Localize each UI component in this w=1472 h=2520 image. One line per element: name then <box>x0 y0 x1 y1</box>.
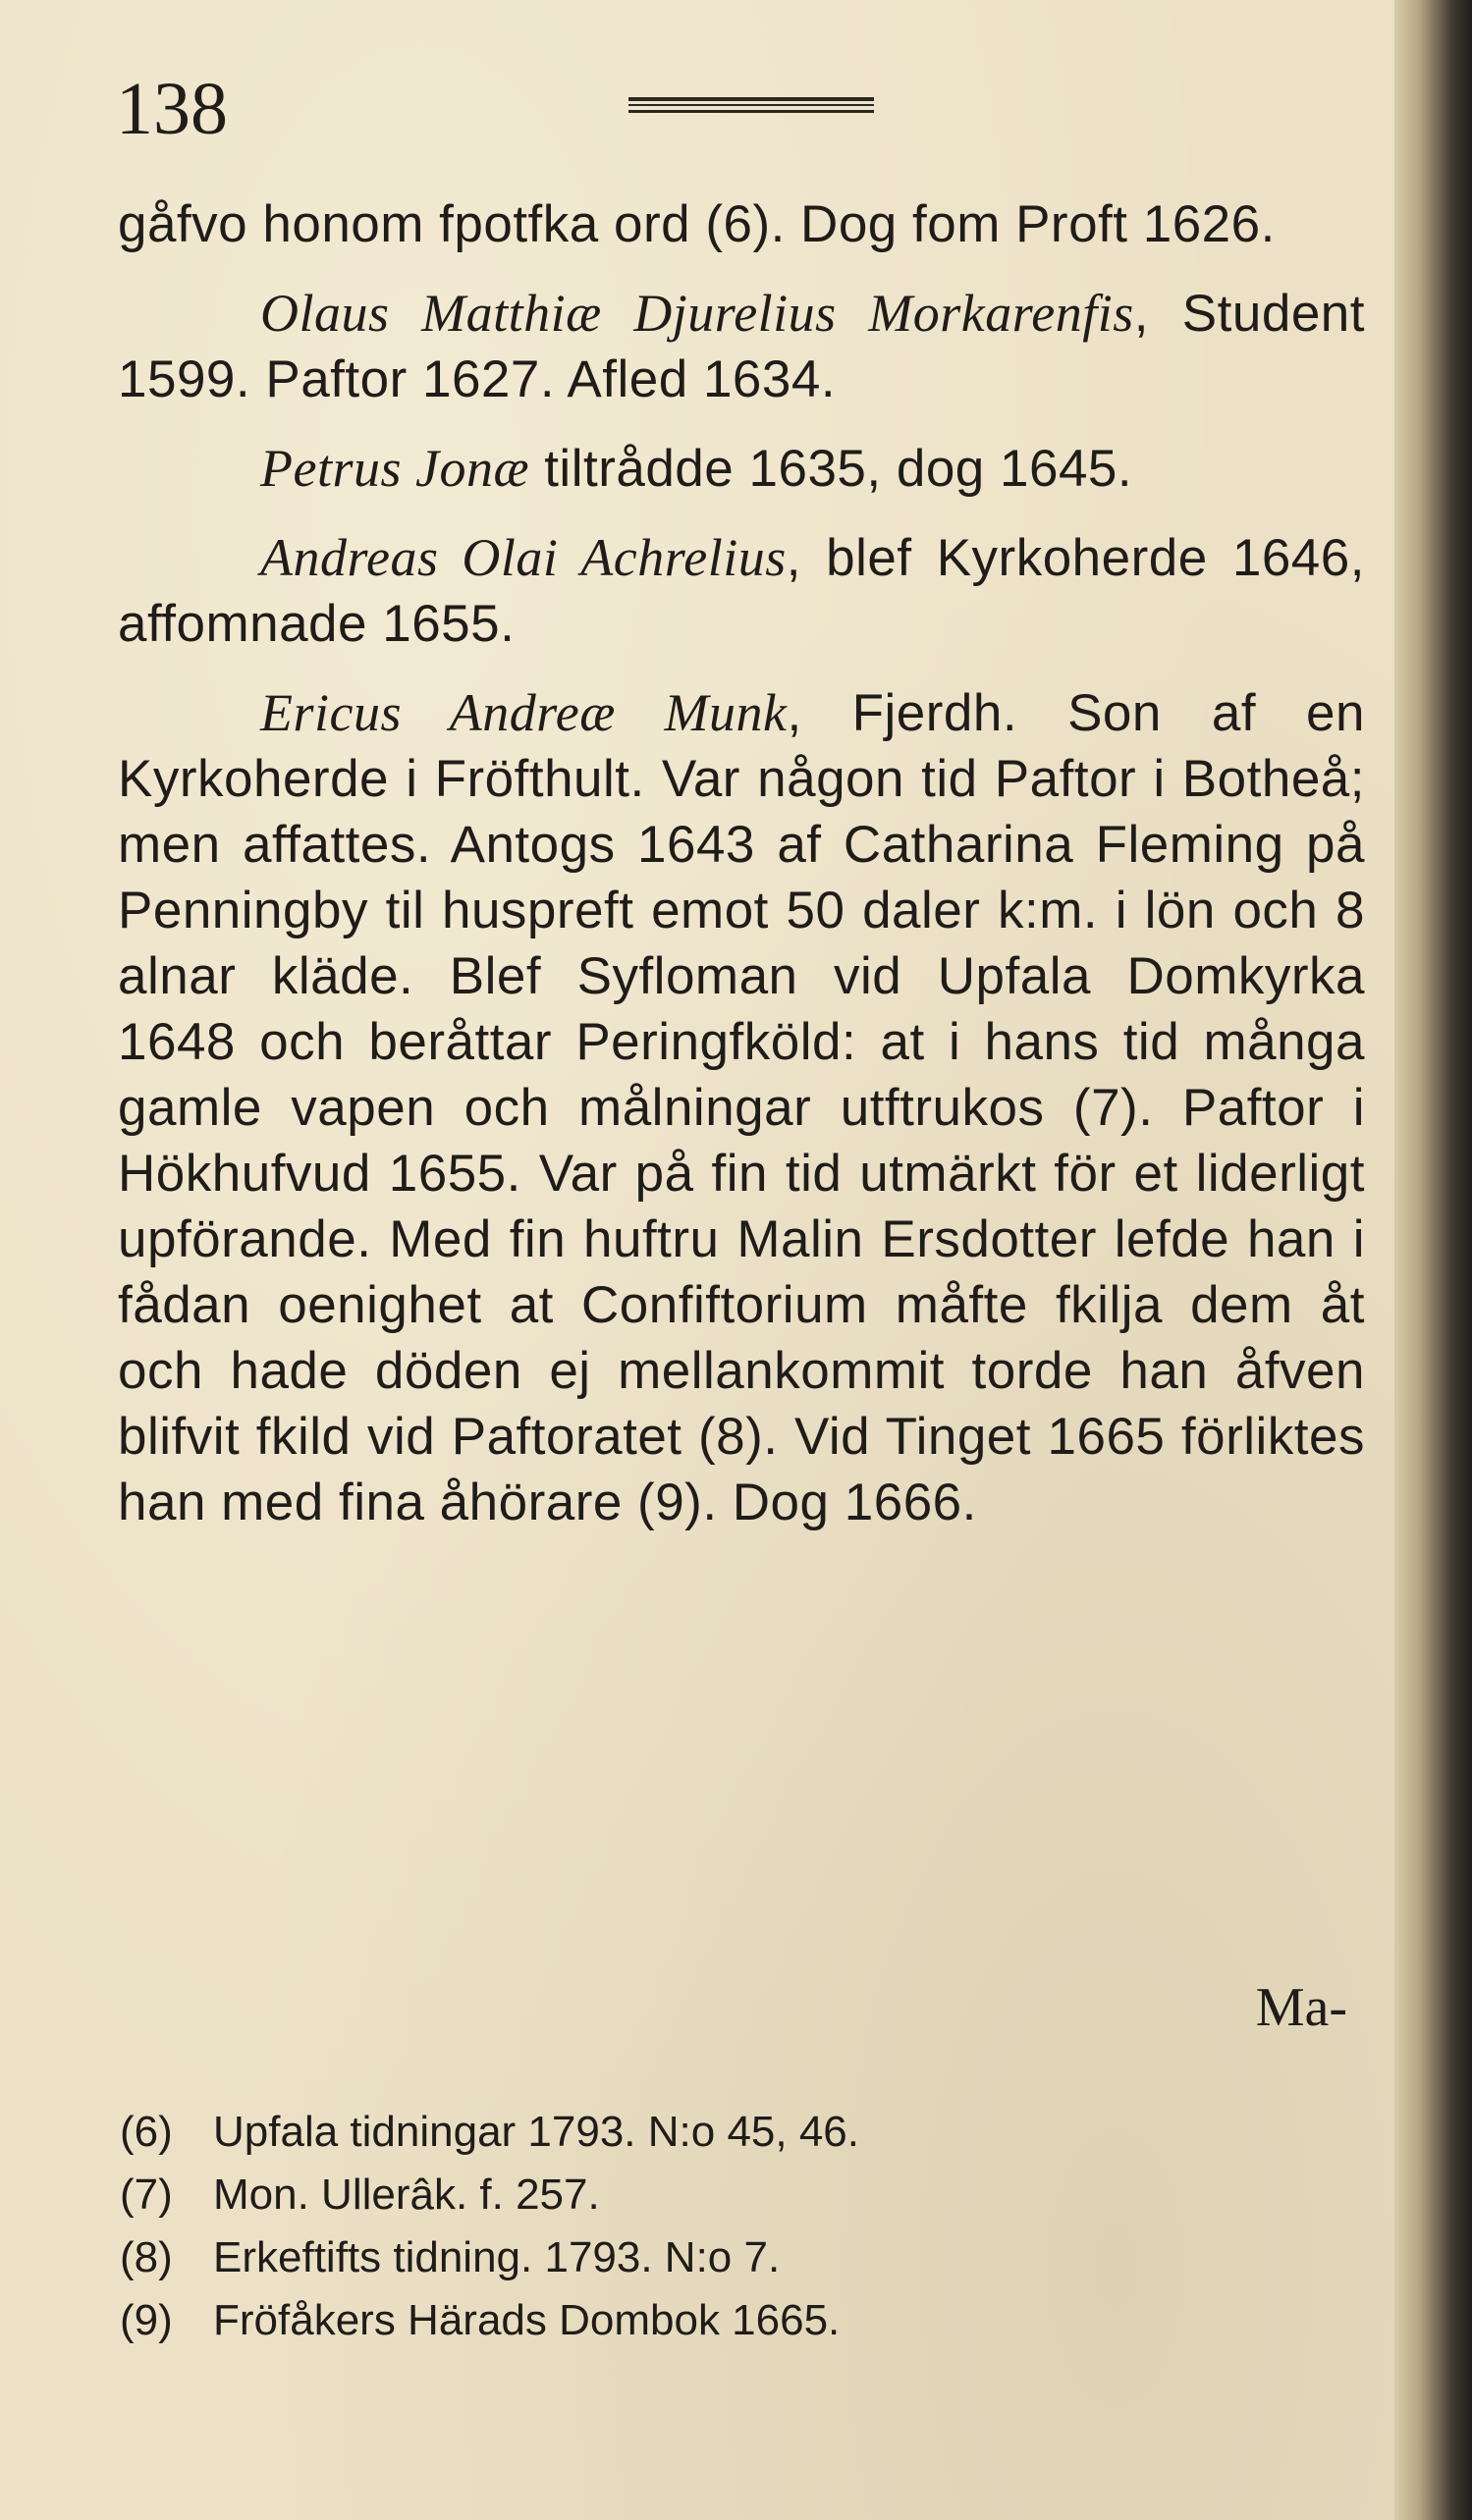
footnote-text: Mon. Ullerâk. f. 257. <box>213 2171 600 2219</box>
footnote-mark: (9) <box>120 2296 173 2344</box>
paragraph-andreas-text: , blef Kyrkoherde 1646, affomnade 1655. <box>118 529 1365 653</box>
footnote-mark: (6) <box>120 2108 173 2156</box>
person-name-andreas: Andreas Olai Achrelius <box>260 528 787 587</box>
paragraph-petrus-text: tiltrådde 1635, dog 1645. <box>528 440 1133 498</box>
person-name-petrus: Petrus Jonæ <box>260 439 529 498</box>
paragraph-olaus-text: , Student 1599. Paftor 1627. Afled 1634. <box>118 285 1365 408</box>
footnote-mark: (8) <box>120 2233 173 2281</box>
footnote-6 <box>120 2101 1298 2164</box>
footnote-9 <box>120 2289 1298 2352</box>
catchword: Ma- <box>1255 1977 1347 2038</box>
paragraph-olaus <box>118 281 1365 412</box>
footnotes <box>120 2101 1298 2352</box>
footnote-text: Upfala tidningar 1793. N:o 45, 46. <box>213 2108 860 2156</box>
paragraph-ericus-text: , Fjerdh. Son af en Kyrkoherde i Fröfthult. Var någon tid Paftor i Botheå; men affattes. Antogs 1643 af Catharina Fleming på Penningby til huspreft emot 50 daler k:m. i lön och 8 alnar kläde. Blef Syfloman vid Upfala Domkyrka 1648 och beråttar Peringfköld: at i hans tid många gamle vapen och målningar utftrukos (7). Paftor i Hökhufvud 1655. Var på fin tid utmärkt för et liderligt upförande. Med fin huftru Malin Ersdotter lefde han i fådan oenighet at Confiftorium måfte fkilja dem åt och hade döden ej mellankommit torde han åfven blifvit fkild vid Paftoratet (8). Vid Tinget 1665 förliktes han med fina åhörare (9). Dog 1666. <box>118 684 1365 1531</box>
header-rule <box>628 97 874 113</box>
person-name-ericus: Ericus Andreæ Munk <box>260 683 788 742</box>
footnote-text: Erkeftifts tidning. 1793. N:o 7. <box>213 2233 781 2281</box>
main-text <box>118 191 1365 1535</box>
paragraph-1 <box>118 191 1365 257</box>
footnote-text: Fröfåkers Härads Dombok 1665. <box>213 2296 841 2344</box>
paragraph-1-text: gåfvo honom fpotfka ord (6). Dog fom Proft 1626. <box>118 195 1276 253</box>
page-edge-shadow <box>1394 0 1472 2520</box>
footnote-mark: (7) <box>120 2171 173 2219</box>
page-header <box>116 65 901 153</box>
paragraph-petrus <box>118 436 1365 502</box>
page-number: 138 <box>116 68 228 150</box>
footnote-7 <box>120 2164 1298 2226</box>
paragraph-ericus <box>118 680 1365 1535</box>
footnote-8 <box>120 2226 1298 2289</box>
paragraph-andreas <box>118 525 1365 657</box>
person-name-olaus: Olaus Matthiæ Djurelius Morkarenfis <box>260 284 1134 343</box>
